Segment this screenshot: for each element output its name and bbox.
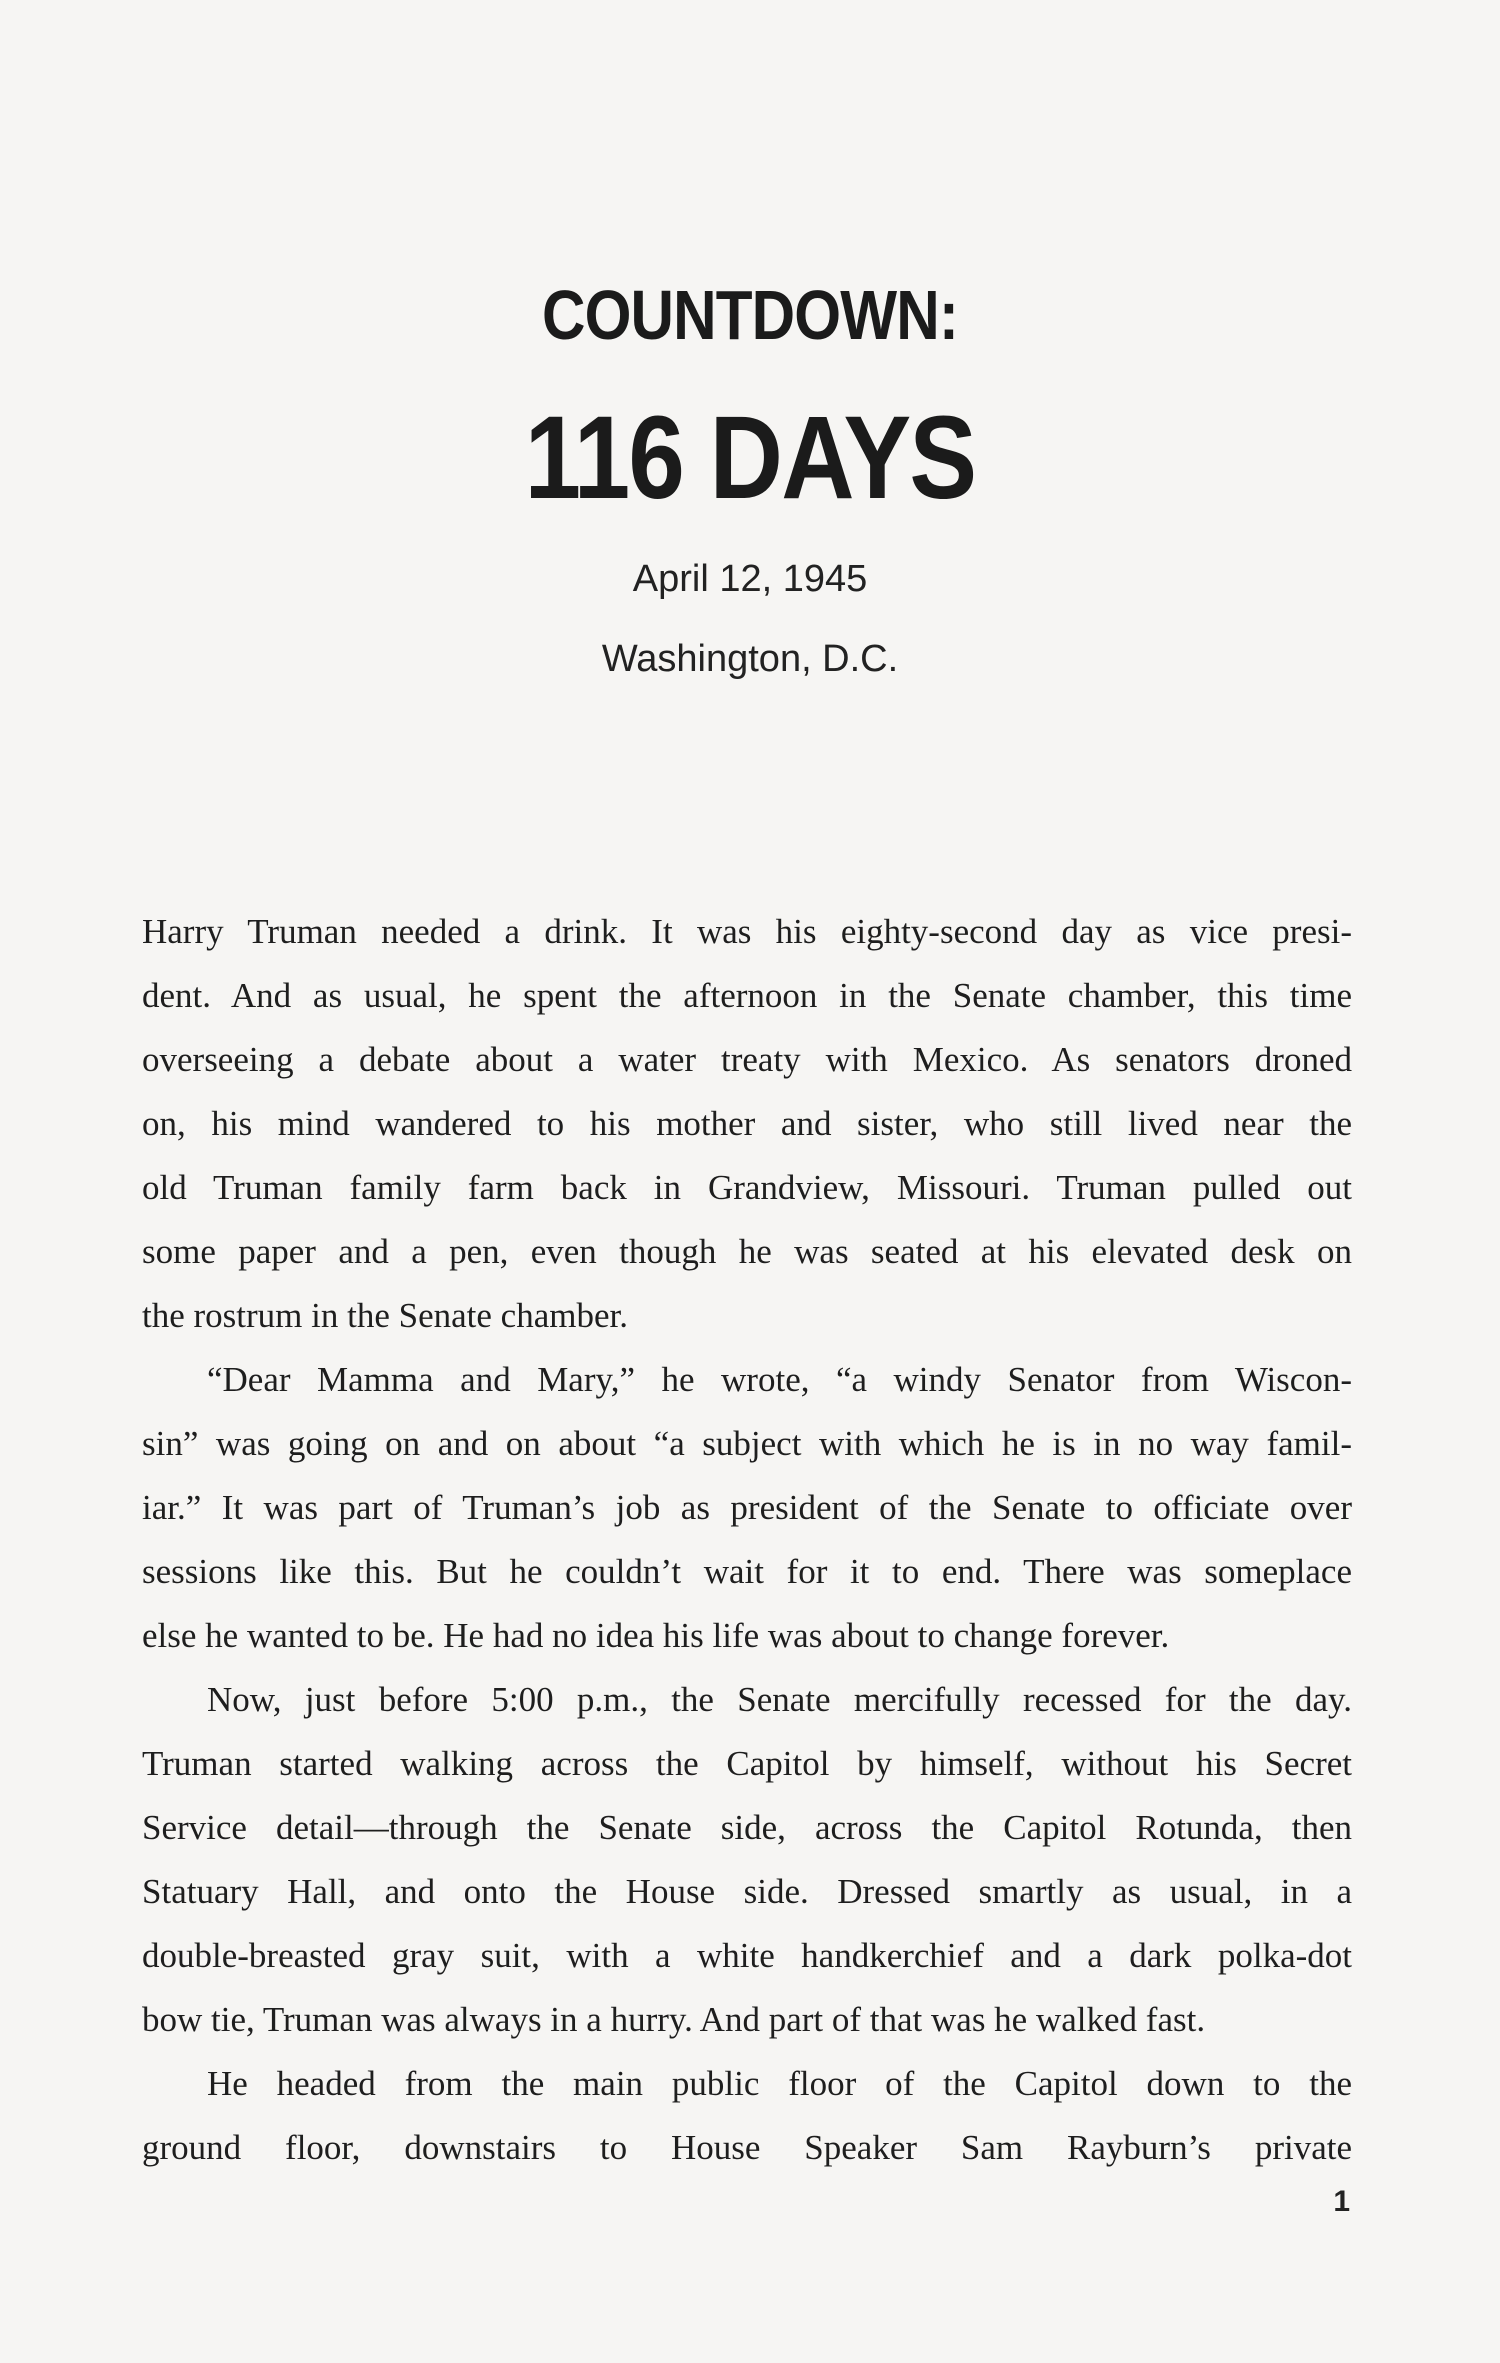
text-line: else he wanted to be. He had no idea his life was about to change forever. [142,1616,1170,1655]
text-line: dent. And as usual, he spent the afternoon in the Senate chamber, this time [142,976,1352,1015]
page-number: 1 [1333,2185,1350,2218]
text-line: the rostrum in the Senate chamber. [142,1296,628,1335]
text-line: on, his mind wandered to his mother and sister, who still lived near the [142,1104,1352,1143]
text-line: Statuary Hall, and onto the House side. Dressed smartly as usual, in a [142,1872,1352,1911]
text-line: sessions like this. But he couldn’t wait for it to end. There was someplace [142,1552,1352,1591]
text-line: Now, just before 5:00 p.m., the Senate mercifully recessed for the day. [207,1680,1352,1719]
text-line: double-breasted gray suit, with a white handkerchief and a dark polka-dot [142,1936,1352,1975]
chapter-place: Washington, D.C. [601,638,899,680]
text-line: He headed from the main public floor of the Capitol down to the [207,2064,1352,2103]
body-text [142,900,1352,2180]
text-line: bow tie, Truman was always in a hurry. And part of that was he walked fast. [142,2000,1206,2039]
paragraph [142,1668,1352,2052]
text-line: ground floor, downstairs to House Speaker Sam Rayburn’s private [142,2128,1352,2167]
text-line: overseeing a debate about a water treaty with Mexico. As senators droned [142,1040,1352,1079]
paragraph [142,2052,1352,2180]
paragraph [142,900,1352,1348]
text-line: iar.” It was part of Truman’s job as president of the Senate to officiate over [142,1488,1352,1527]
text-line: Harry Truman needed a drink. It was his eighty-second day as vice presi- [142,912,1352,951]
text-line: sin” was going on and on about “a subject with which he is in no way famil- [142,1424,1352,1463]
text-line: old Truman family farm back in Grandview, Missouri. Truman pulled out [142,1168,1352,1207]
paragraph [142,1348,1352,1668]
text-line: Service detail—through the Senate side, across the Capitol Rotunda, then [142,1808,1352,1847]
chapter-label: COUNTDOWN: [541,276,959,354]
text-line: Truman started walking across the Capitol by himself, without his Secret [142,1744,1352,1783]
text-line: “Dear Mamma and Mary,” he wrote, “a windy Senator from Wiscon- [207,1360,1352,1399]
text-line: some paper and a pen, even though he was seated at his elevated desk on [142,1232,1352,1271]
chapter-date: April 12, 1945 [632,558,868,600]
chapter-title: 116 DAYS [524,392,976,524]
